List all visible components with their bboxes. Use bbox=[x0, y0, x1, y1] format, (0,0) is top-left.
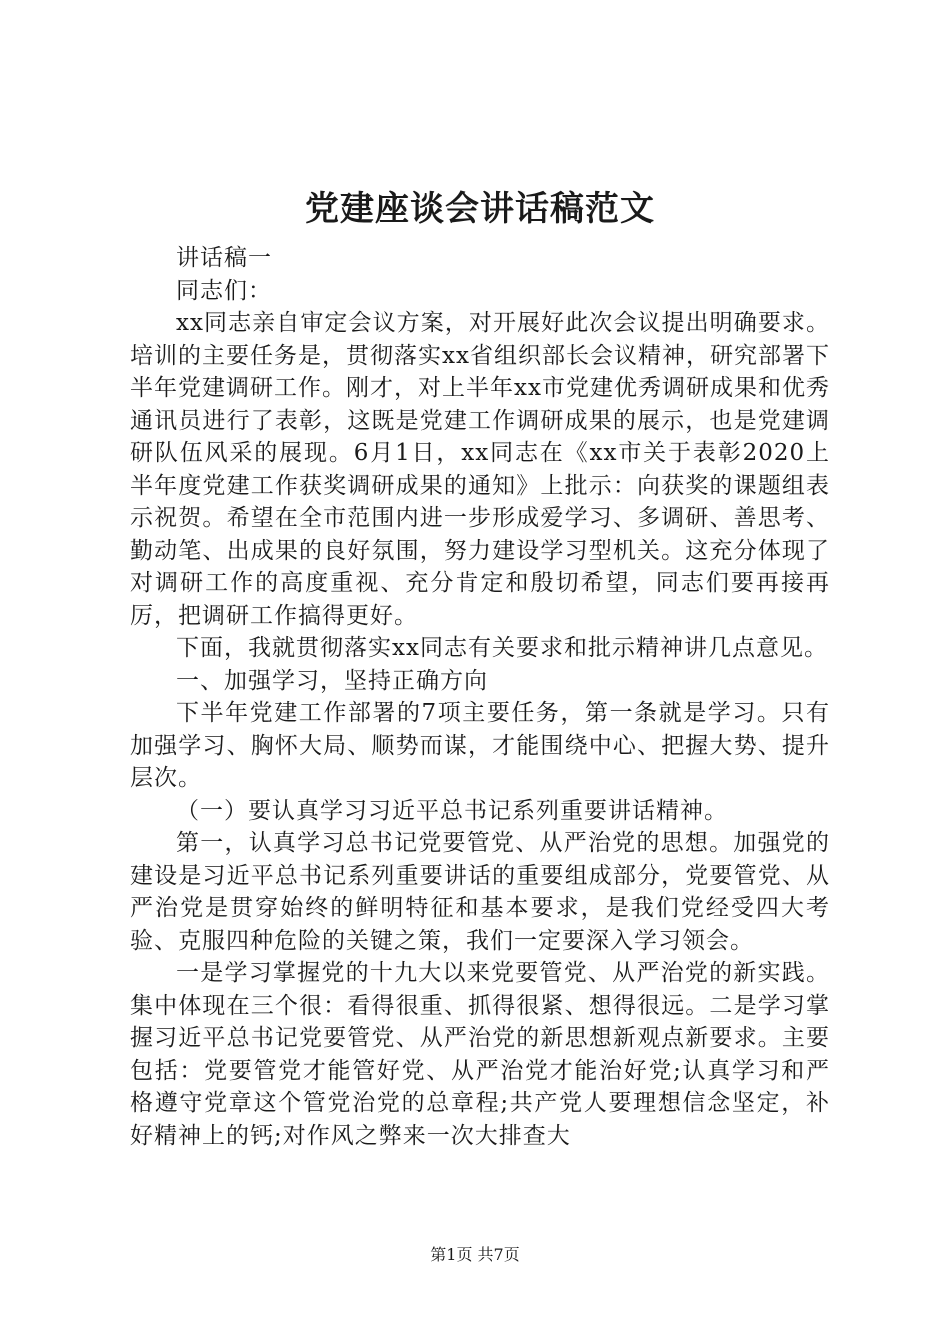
paragraph: 第一，认真学习总书记党要管党、从严治党的思想。加强党的建设是习近平总书记系列重要讲话的重要组成部分，党要管党、从严治党是贯穿始终的鲜明特征和基本要求，是我们党经受四大考验、克服四种危险的关键之策，我们一定要深入学习领会。 bbox=[130, 830, 830, 954]
page-footer: 第1页 共7页 bbox=[430, 1245, 520, 1264]
paragraph: 同志们： bbox=[176, 277, 272, 304]
paragraph: xx同志亲自审定会议方案，对开展好此次会议提出明确要求。培训的主要任务是，贯彻落实xx省组织部长会议精神，研究部署下半年党建调研工作。刚才，对上半年xx市党建优秀调研成果和优秀通讯员进行了表彰，这既是党建工作调研成果的展示，也是党建调研队伍风采的展现。6月1日，xx同志在《xx市关于表彰2020上半年度党建工作获奖调研成果的通知》上批示：向获奖的课题组表示祝贺。希望在全市范围内进一步形成爱学习、多调研、善思考、勤动笔、出成果的良好氛围，努力建设学习型机关。这充分体现了对调研工作的高度重视、充分肯定和殷切希望，同志们要再接再厉，把调研工作搞得更好。 bbox=[130, 310, 830, 629]
paragraph: 一是学习掌握党的十九大以来党要管党、从严治党的新实践。集中体现在三个很：看得很重、抓得很紧、想得很远。二是学习掌握习近平总书记党要管党、从严治党的新思想新观点新要求。主要包括：党要管党才能管好党、从严治党才能治好党;认真学习和严格遵守党章这个管党治党的总章程;共产党人要理想信念坚定，补好精神上的钙;对作风之弊来一次大排查大 bbox=[130, 960, 830, 1149]
paragraph: 下面，我就贯彻落实xx同志有关要求和批示精神讲几点意见。 bbox=[176, 635, 828, 661]
section-heading: 一、加强学习，坚持正确方向 bbox=[176, 667, 488, 694]
paragraph: 下半年党建工作部署的7项主要任务，第一条就是学习。只有加强学习、胸怀大局、顺势而谋，才能围绕中心、把握大势、提升层次。 bbox=[130, 700, 830, 791]
subsection-heading: （一）要认真学习习近平总书记系列重要讲话精神。 bbox=[176, 797, 728, 824]
paragraph: 讲话稿一 bbox=[176, 245, 272, 271]
document-title: 党建座谈会讲话稿范文 bbox=[305, 189, 655, 229]
document-page bbox=[130, 186, 830, 1152]
